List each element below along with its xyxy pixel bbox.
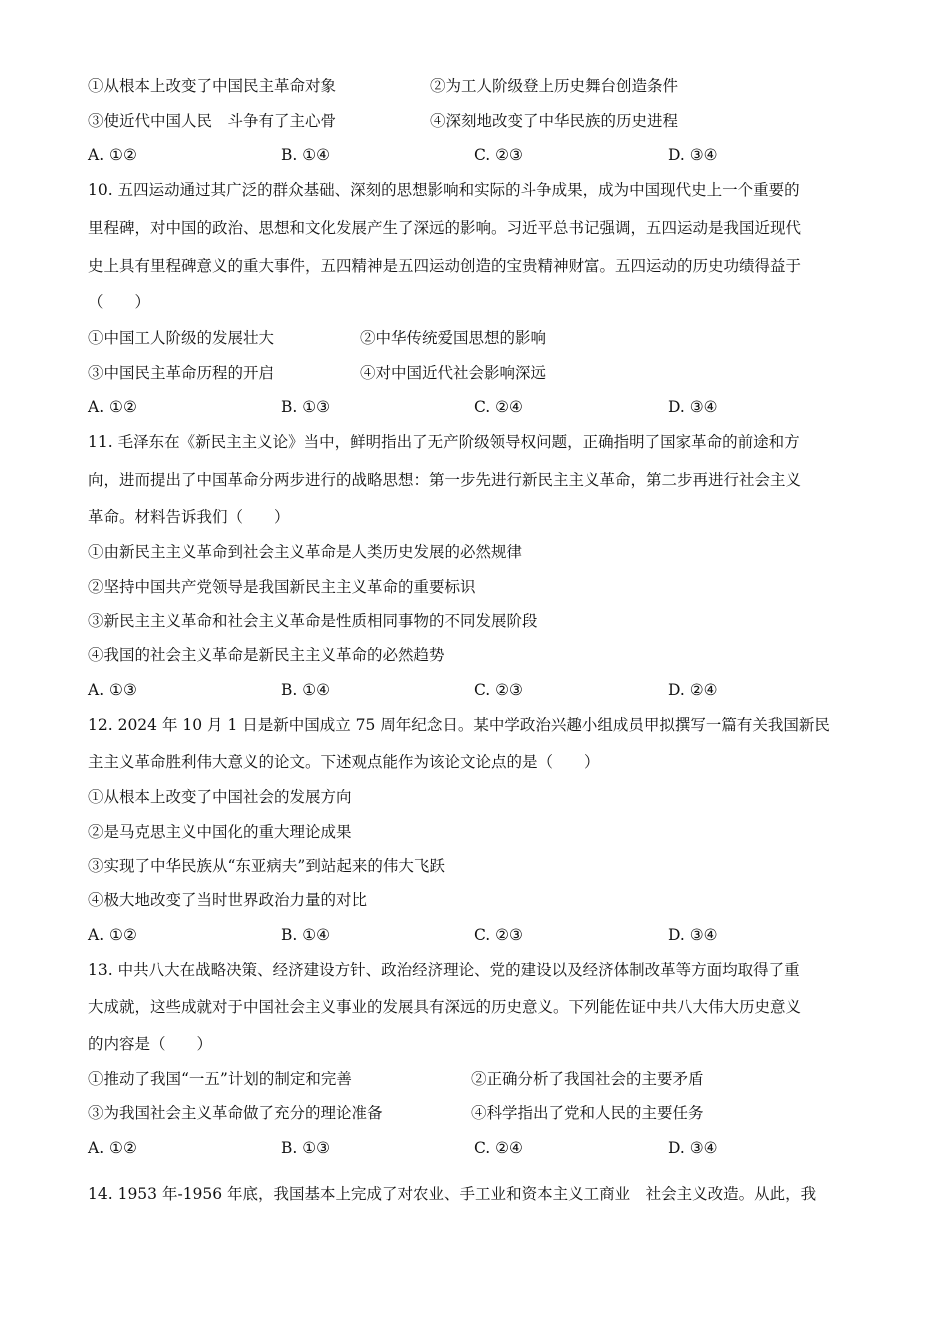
q13-statement-row-1	[88, 1069, 868, 1089]
q10-statement-4: ④对中国近代社会影响深远	[360, 364, 547, 382]
q13-stem-line-2: 大成就，这些成就对于中国社会主义事业的发展具有深远的历史意义。下列能佐证中共八大伟大历史意义	[88, 998, 802, 1016]
q10-stem-line-4: （ ）	[88, 293, 151, 311]
q11-option-c[interactable]: C. ②③	[474, 681, 523, 699]
q11-statement-2: ②坚持中国共产党领导是我国新民主主义革命的重要标识	[88, 578, 476, 596]
q11-stem-line-1: 11. 毛泽东在《新民主主义论》当中，鲜明指出了无产阶级领导权问题，正确指明了国家革命的前途和方	[88, 433, 800, 451]
q13-options	[88, 1138, 868, 1158]
q10-option-c[interactable]: C. ②④	[474, 398, 523, 416]
q10-statement-2: ②中华传统爱国思想的影响	[360, 329, 547, 347]
q11-statement-3: ③新民主主义革命和社会主义革命是性质相同事物的不同发展阶段	[88, 612, 538, 630]
q11-stem-line-2: 向，进而提出了中国革命分两步进行的战略思想：第一步先进行新民主主义革命，第二步再进行社会主义	[88, 471, 802, 489]
q10-statement-1: ①中国工人阶级的发展壮大	[88, 329, 275, 347]
q12-statement-3: ③实现了中华民族从“东亚病夫”到站起来的伟大飞跃	[88, 857, 445, 875]
q9-statement-row-2	[88, 111, 868, 131]
q10-statement-row-2	[88, 363, 868, 383]
q9-statement-row-1	[88, 76, 868, 96]
q14-stem-line-1: 14. 1953 年-1956 年底，我国基本上完成了对农业、手工业和资本主义工商业 社会主义改造。从此，我	[88, 1185, 817, 1203]
q9-option-b[interactable]: B. ①④	[281, 146, 331, 164]
q9-option-d[interactable]: D. ③④	[668, 146, 718, 164]
q13-option-d[interactable]: D. ③④	[668, 1139, 718, 1157]
q10-statement-3: ③中国民主革命历程的开启	[88, 364, 275, 382]
q9-statement-2: ②为工人阶级登上历史舞台创造条件	[430, 77, 679, 95]
q10-option-a[interactable]: A. ①②	[88, 398, 137, 416]
q12-statement-2: ②是马克思主义中国化的重大理论成果	[88, 823, 352, 841]
q13-statement-4: ④科学指出了党和人民的主要任务	[471, 1104, 704, 1122]
q12-option-d[interactable]: D. ③④	[668, 926, 718, 944]
q11-options	[88, 680, 868, 700]
q11-option-a[interactable]: A. ①③	[88, 681, 137, 699]
q10-stem-line-3: 史上具有里程碑意义的重大事件，五四精神是五四运动创造的宝贵精神财富。五四运动的历史功绩得益于	[88, 257, 802, 275]
q10-option-d[interactable]: D. ③④	[668, 398, 718, 416]
q9-statement-4: ④深刻地改变了中华民族的历史进程	[430, 112, 679, 130]
q11-statement-1: ①由新民主主义革命到社会主义革命是人类历史发展的必然规律	[88, 543, 523, 561]
q13-stem-line-1: 13. 中共八大在战略决策、经济建设方针、政治经济理论、党的建设以及经济体制改革等方面均取得了重	[88, 961, 800, 979]
q13-option-c[interactable]: C. ②④	[474, 1139, 523, 1157]
q13-statement-row-2	[88, 1103, 868, 1123]
q13-option-a[interactable]: A. ①②	[88, 1139, 137, 1157]
q12-stem-line-2: 主主义革命胜利伟大意义的论文。下述观点能作为该论文论点的是（ ）	[88, 753, 600, 771]
q12-stem-line-1: 12. 2024 年 10 月 1 日是新中国成立 75 周年纪念日。某中学政治兴趣小组成员甲拟撰写一篇有关我国新民	[88, 716, 830, 734]
q10-statement-row-1	[88, 328, 868, 348]
q13-statement-2: ②正确分析了我国社会的主要矛盾	[471, 1070, 704, 1088]
q12-option-b[interactable]: B. ①④	[281, 926, 331, 944]
q9-option-a[interactable]: A. ①②	[88, 146, 137, 164]
q10-stem-line-2: 里程碑，对中国的政治、思想和文化发展产生了深远的影响。习近平总书记强调，五四运动是我国近现代	[88, 219, 802, 237]
q10-options	[88, 397, 868, 417]
q11-stem-line-3: 革命。材料告诉我们（ ）	[88, 508, 290, 526]
q11-option-b[interactable]: B. ①④	[281, 681, 331, 699]
q9-statement-1: ①从根本上改变了中国民主革命对象	[88, 77, 337, 95]
q13-statement-1: ①推动了我国“一五”计划的制定和完善	[88, 1070, 352, 1088]
q12-option-a[interactable]: A. ①②	[88, 926, 137, 944]
q11-option-d[interactable]: D. ②④	[668, 681, 718, 699]
q13-stem-line-3: 的内容是（ ）	[88, 1035, 213, 1053]
q12-options	[88, 925, 868, 945]
q13-statement-3: ③为我国社会主义革命做了充分的理论准备	[88, 1104, 383, 1122]
q10-option-b[interactable]: B. ①③	[281, 398, 331, 416]
q11-statement-4: ④我国的社会主义革命是新民主主义革命的必然趋势	[88, 646, 445, 664]
q13-option-b[interactable]: B. ①③	[281, 1139, 331, 1157]
q9-statement-3: ③使近代中国人民 斗争有了主心骨	[88, 112, 337, 130]
q12-statement-4: ④极大地改变了当时世界政治力量的对比	[88, 891, 368, 909]
q10-stem-line-1: 10. 五四运动通过其广泛的群众基础、深刻的思想影响和实际的斗争成果，成为中国现代史上一个重要的	[88, 181, 800, 199]
q12-statement-1: ①从根本上改变了中国社会的发展方向	[88, 788, 352, 806]
q9-option-c[interactable]: C. ②③	[474, 146, 523, 164]
q12-option-c[interactable]: C. ②③	[474, 926, 523, 944]
q9-options	[88, 145, 868, 165]
